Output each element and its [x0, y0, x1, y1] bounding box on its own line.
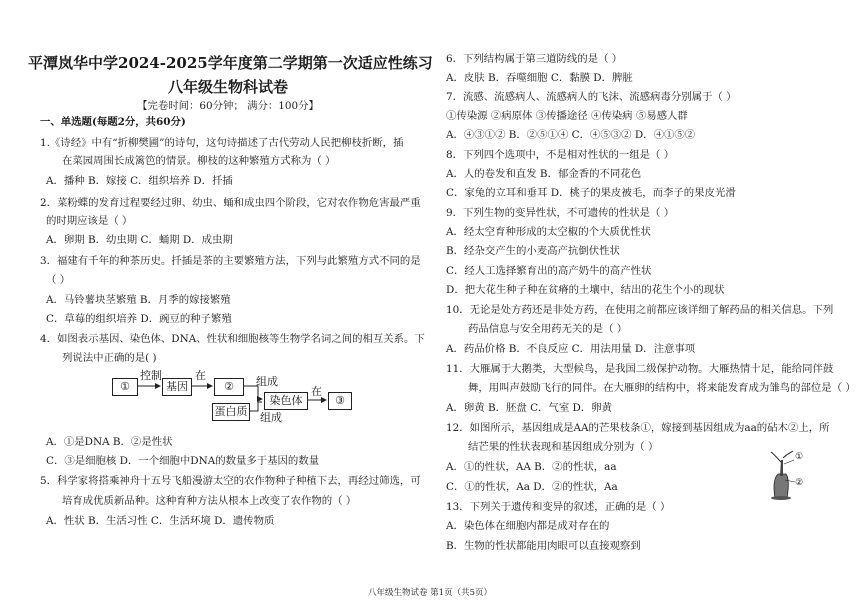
q9-option-b: B．经杂交产生的小麦高产抗倒伏性状 — [446, 245, 620, 257]
q8-options: C．家兔的立耳和垂耳 D．桃子的果皮被毛，而李子的果皮光滑 — [446, 187, 736, 199]
q4-options: C．③是细胞核 D．一个细胞中DNA的数量多于基因的数量 — [46, 455, 320, 467]
diagram-box-chromosome: 染色体 — [264, 392, 308, 410]
q12-options: C．①的性状，Aa D．②的性状，Aa — [446, 481, 618, 493]
section-heading: 一、单选题(每题2分，共60分) — [40, 116, 186, 128]
q13-option-a: A．染色体在细胞内都是成对存在的 — [446, 520, 610, 532]
q3-options: C．草莓的组织培养 D．豌豆的种子繁殖 — [46, 313, 232, 325]
q1-stem: 1.《诗经》中有“折柳樊圃”的诗句，这句诗描述了古代劳动人民把柳枝折断，插 — [40, 137, 404, 149]
q7-stem: 7．流感、流感病人、流感病人的飞沫、流感病毒分别属于（ ） — [446, 91, 737, 103]
q2-stem: 2．菜粉蝶的发育过程要经过卵、幼虫、蛹和成虫四个阶段，它对农作物危害最严重 — [40, 197, 421, 209]
diagram-label-compose: 组成 — [260, 411, 282, 424]
q11-stem: 11．大雁属于大鹅类，大型候鸟，是我国二级保护动物。大雁热情十足，能给同伴鼓 — [446, 363, 834, 375]
diagram-box-gene: 基因 — [162, 378, 192, 396]
q11-stem: 舞，用叫声鼓励飞行的同伴。在大雁卵的结构中，将来能发育成为雏鸟的部位是（ ） — [468, 382, 856, 394]
q1-stem: 在菜园周围长成篱笆的情景。柳枝的这种繁殖方式称为（ ） — [62, 155, 336, 167]
graft-label-scion: ① — [795, 452, 804, 462]
q2-stem: 的时期应该是（ ） — [46, 215, 133, 227]
diagram-box-3: ③ — [328, 392, 352, 410]
q12-stem: 12．如图所示，基因组成是AA的芒果枝条①，嫁接到基因组成为aa的砧木②上，所 — [446, 422, 830, 434]
q7-options: A．④③①② B．②⑤①④ C．④⑤③② D．④①⑤② — [446, 129, 696, 141]
q3-stem: 3．福建有千年的种茶历史。扦插是茶的主要繁殖方法，下列与此繁殖方式不同的是 — [40, 255, 421, 267]
q6-options: A．皮肤 B．吞噬细胞 C．黏膜 D．脾脏 — [446, 72, 633, 84]
diagram-label-in: 在 — [195, 369, 206, 382]
exam-info: 【完卷时间：60分钟； 满分：100分】 — [137, 100, 319, 112]
q4-stem: 列说法中正确的是( ) — [62, 352, 157, 364]
graft-label-stock: ② — [795, 478, 804, 488]
q4-options: A．①是DNA B．②是性状 — [46, 436, 173, 448]
diagram-label-control: 控制 — [140, 369, 162, 382]
q9-option-c: C．经人工选择繁育出的高产奶牛的高产性状 — [446, 265, 652, 277]
exam-subtitle: 八年级生物科试卷 — [167, 78, 288, 96]
diagram-label-compose: 组成 — [256, 375, 278, 388]
q5-options: A．性状 B．生活习性 C．生活环境 D．遗传物质 — [46, 515, 275, 527]
q3-options: A．马铃薯块茎繁殖 B．月季的嫁接繁殖 — [46, 294, 231, 306]
q1-options: A．播种 B．嫁接 C．组织培养 D．扦插 — [46, 175, 233, 187]
diagram-label-in: 在 — [311, 385, 322, 398]
q6-stem: 6．下列结构属于第三道防线的是（ ） — [446, 53, 623, 65]
q2-options: A．卵期 B．幼虫期 C．蛹期 D．成虫期 — [46, 234, 233, 246]
q5-stem: 5．科学家将搭乘神舟十五号飞船漫游太空的农作物种子种植下去，再经过筛选，可 — [40, 475, 421, 487]
diagram-box-1: ① — [112, 378, 138, 396]
q9-option-a: A．经太空育种形成的太空椒的个大质优性状 — [446, 226, 651, 238]
q5-stem: 培育成优质新品种。这种育种方法从根本上改变了农作物的（ ） — [62, 495, 357, 507]
q8-stem: 8．下列四个选项中，不是相对性状的一组是（ ） — [446, 149, 675, 161]
diagram-box-protein: 蛋白质 — [212, 403, 250, 421]
diagram-box-2: ② — [214, 378, 244, 396]
q12-stem: 结芒果的性状表现和基因组成分别为（ ） — [468, 441, 659, 453]
page-footer: 八年级生物试卷 第1页（共5页） — [367, 588, 493, 598]
q10-stem: 药品信息与安全用药无关的是（ ） — [468, 323, 628, 335]
q3-stem: （ ） — [46, 274, 71, 286]
q9-option-d: D．把大花生种子种在贫瘠的土壤中，结出的花生个小的现状 — [446, 284, 725, 296]
q10-stem: 10．无论是处方药还是非处方药，在使用之前都应该详细了解药品的相关信息。下列 — [446, 304, 834, 316]
q10-options: A．药品价格 B．不良反应 C．用法用量 D．注意事项 — [446, 343, 696, 355]
q8-options: A．人的卷发和直发 B．郁金香的不同花色 — [446, 168, 642, 180]
q13-stem: 13．下列关于遗传和变异的叙述，正确的是（ ） — [446, 501, 671, 513]
q12-options: A．①的性状，AA B．②的性状，aa — [446, 461, 617, 473]
q11-options: A．卵黄 B．胚盘 C．气室 D．卵黄 — [446, 402, 613, 414]
q13-option-b: B．生物的性状都能用肉眼可以直接观察到 — [446, 540, 641, 552]
exam-title: 平潭岚华中学2024-2025学年度第二学期第一次适应性练习 — [28, 54, 433, 72]
q4-stem: 4．如图表示基因、染色体、DNA、性状和细胞核等生物学名词之间的相互关系。下 — [40, 333, 425, 345]
q7-choices: ①传染源 ②病原体 ③传播途径 ④传染病 ⑤易感人群 — [446, 110, 688, 122]
q9-stem: 9．下列生物的变异性状，不可遗传的性状是（ ） — [446, 207, 675, 219]
